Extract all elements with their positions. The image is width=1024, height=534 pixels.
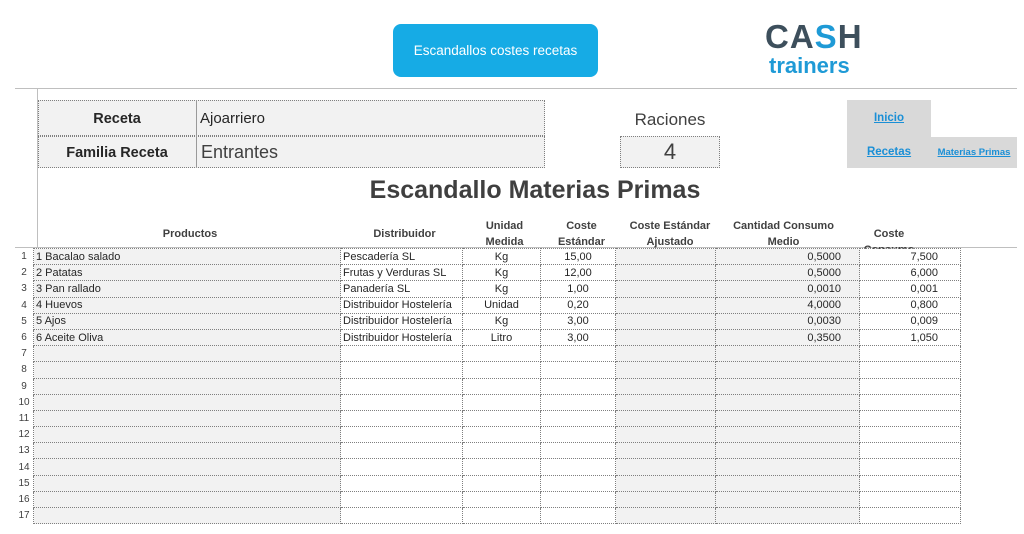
- col-consumo: Coste: [873, 228, 905, 240]
- cell-consumo[interactable]: [860, 378, 961, 394]
- cell-coste[interactable]: 15,00: [541, 249, 616, 265]
- cell-coste[interactable]: [541, 362, 616, 378]
- row-number: 16: [18, 493, 30, 505]
- cell-coste[interactable]: [541, 378, 616, 394]
- cell-ajustado[interactable]: [616, 265, 716, 281]
- cell-unidad[interactable]: [463, 491, 541, 507]
- cash-trainers-logo: [765, 18, 863, 56]
- cell-cantidad[interactable]: [716, 443, 860, 459]
- cell-distribuidor[interactable]: Pescadería SL: [341, 249, 463, 265]
- cell-producto[interactable]: 5 Ajos: [34, 313, 341, 329]
- table-row: [15, 249, 961, 265]
- table-row: [15, 378, 961, 394]
- cell-coste[interactable]: [541, 475, 616, 491]
- cell-ajustado[interactable]: [616, 378, 716, 394]
- table-row: [15, 346, 961, 362]
- cell-producto[interactable]: [34, 427, 341, 443]
- cell-coste[interactable]: [541, 427, 616, 443]
- cell-distribuidor[interactable]: [341, 508, 463, 524]
- cell-producto[interactable]: [34, 459, 341, 475]
- logo-trainers: trainers: [769, 53, 850, 78]
- cell-cantidad[interactable]: [716, 508, 860, 524]
- col-cantidad-1: Cantidad Consumo: [733, 220, 834, 232]
- cell-coste[interactable]: [541, 459, 616, 475]
- cell-unidad[interactable]: Kg: [463, 313, 541, 329]
- cell-coste[interactable]: 0,20: [541, 297, 616, 313]
- cell-cantidad[interactable]: [716, 410, 860, 426]
- cell-distribuidor[interactable]: [341, 346, 463, 362]
- cell-ajustado[interactable]: [616, 475, 716, 491]
- cell-cantidad[interactable]: [716, 346, 860, 362]
- cell-ajustado[interactable]: [616, 313, 716, 329]
- cell-distribuidor[interactable]: [341, 394, 463, 410]
- row-number: 7: [21, 348, 27, 360]
- table-row: [15, 508, 961, 524]
- cell-producto[interactable]: [34, 346, 341, 362]
- col-coste: [544, 218, 619, 250]
- cell-producto[interactable]: 2 Patatas: [34, 265, 341, 281]
- receta-label: Receta: [93, 111, 141, 127]
- receta-value[interactable]: Ajoarriero: [200, 110, 266, 127]
- cell-unidad[interactable]: [463, 362, 541, 378]
- table-row: [15, 313, 961, 329]
- cell-unidad[interactable]: Kg: [463, 265, 541, 281]
- raciones-label: Raciones: [634, 110, 706, 129]
- cell-distribuidor[interactable]: Frutas y Verduras SL: [341, 265, 463, 281]
- cell-coste[interactable]: [541, 491, 616, 507]
- table-row: [15, 475, 961, 491]
- col-unidad-1: Unidad: [485, 220, 524, 232]
- cell-consumo[interactable]: [860, 508, 961, 524]
- cell-distribuidor[interactable]: [341, 427, 463, 443]
- table-row: [15, 459, 961, 475]
- cell-consumo[interactable]: [860, 491, 961, 507]
- cell-ajustado[interactable]: [616, 410, 716, 426]
- cell-producto[interactable]: [34, 362, 341, 378]
- cell-producto[interactable]: [34, 378, 341, 394]
- col-ajustado-1: Coste Estándar: [629, 220, 711, 232]
- cell-consumo[interactable]: [860, 459, 961, 475]
- row-number: 2: [21, 267, 27, 279]
- cell-distribuidor[interactable]: Distribuidor Hostelería: [341, 313, 463, 329]
- cell-unidad[interactable]: [463, 508, 541, 524]
- row-number: 3: [21, 283, 27, 295]
- cell-distribuidor[interactable]: Distribuidor Hostelería: [341, 297, 463, 313]
- row-number: 1: [21, 251, 27, 263]
- cell-unidad[interactable]: [463, 475, 541, 491]
- cell-cantidad[interactable]: 0,5000: [716, 265, 860, 281]
- cell-cantidad[interactable]: 4,0000: [716, 297, 860, 313]
- cell-unidad[interactable]: Litro: [463, 329, 541, 345]
- cell-ajustado[interactable]: [616, 508, 716, 524]
- header-divider: [15, 88, 1017, 89]
- cell-unidad[interactable]: Kg: [463, 249, 541, 265]
- cell-unidad[interactable]: Unidad: [463, 297, 541, 313]
- cell-consumo[interactable]: 1,050: [860, 329, 961, 345]
- cell-consumo[interactable]: [860, 443, 961, 459]
- table-row: [15, 410, 961, 426]
- row-number: 14: [18, 461, 30, 473]
- col-cantidad: [721, 218, 846, 250]
- cell-cantidad[interactable]: 0,0010: [716, 281, 860, 297]
- cell-ajustado[interactable]: [616, 346, 716, 362]
- row-number: 5: [21, 315, 27, 327]
- row-number: 10: [18, 396, 30, 408]
- cell-distribuidor[interactable]: [341, 410, 463, 426]
- inicio-link[interactable]: Inicio: [873, 112, 905, 124]
- info-divider: [196, 100, 197, 168]
- cell-coste[interactable]: 3,00: [541, 313, 616, 329]
- table-row: [15, 443, 961, 459]
- cell-ajustado[interactable]: [616, 329, 716, 345]
- cell-coste[interactable]: 3,00: [541, 329, 616, 345]
- cell-distribuidor[interactable]: [341, 459, 463, 475]
- table-row: [15, 394, 961, 410]
- cell-distribuidor[interactable]: [341, 443, 463, 459]
- col-unidad-2: Medida: [485, 236, 524, 248]
- cell-coste[interactable]: [541, 443, 616, 459]
- cell-producto[interactable]: [34, 491, 341, 507]
- cell-consumo[interactable]: 0,009: [860, 313, 961, 329]
- col-distribuidor: Distribuidor: [373, 228, 436, 240]
- cell-producto[interactable]: [34, 394, 341, 410]
- col-coste-1: Coste: [566, 220, 597, 232]
- cell-coste[interactable]: [541, 394, 616, 410]
- logo-ca: CA: [765, 18, 815, 55]
- cell-consumo[interactable]: [860, 394, 961, 410]
- logo-h: H: [837, 18, 863, 55]
- cell-unidad[interactable]: [463, 410, 541, 426]
- row-number: 8: [21, 364, 27, 376]
- row-number: 4: [21, 299, 27, 311]
- table-row: [15, 427, 961, 443]
- cell-distribuidor[interactable]: Panadería SL: [341, 281, 463, 297]
- raciones-value[interactable]: 4: [620, 136, 720, 168]
- cell-distribuidor[interactable]: [341, 362, 463, 378]
- cell-unidad[interactable]: [463, 443, 541, 459]
- cell-consumo[interactable]: [860, 410, 961, 426]
- cell-cantidad[interactable]: [716, 362, 860, 378]
- cell-cantidad[interactable]: 0,0030: [716, 313, 860, 329]
- cell-ajustado[interactable]: [616, 281, 716, 297]
- table-row: [15, 329, 961, 345]
- cell-distribuidor[interactable]: [341, 378, 463, 394]
- cell-producto[interactable]: [34, 508, 341, 524]
- table-row: [15, 281, 961, 297]
- row-number: 17: [18, 510, 30, 522]
- materias-primas-link[interactable]: Materias Primas: [937, 147, 1011, 158]
- cell-distribuidor[interactable]: [341, 491, 463, 507]
- cell-cantidad[interactable]: [716, 459, 860, 475]
- cell-consumo[interactable]: [860, 475, 961, 491]
- cell-unidad[interactable]: [463, 427, 541, 443]
- cell-producto[interactable]: 3 Pan rallado: [34, 281, 341, 297]
- cell-coste[interactable]: [541, 410, 616, 426]
- col-ajustado-2: Ajustado: [646, 236, 694, 248]
- cell-consumo[interactable]: 0,800: [860, 297, 961, 313]
- col-cantidad-2: Medio: [767, 236, 800, 248]
- cell-cantidad[interactable]: [716, 427, 860, 443]
- cell-unidad[interactable]: Kg: [463, 281, 541, 297]
- cell-cantidad[interactable]: 0,5000: [716, 249, 860, 265]
- col-productos: Productos: [162, 228, 218, 240]
- row-number: 13: [18, 445, 30, 457]
- familia-label: Familia Receta: [66, 145, 168, 161]
- cell-producto[interactable]: [34, 443, 341, 459]
- cell-unidad[interactable]: [463, 346, 541, 362]
- cell-consumo[interactable]: 6,000: [860, 265, 961, 281]
- cell-ajustado[interactable]: [616, 427, 716, 443]
- table-row: [15, 491, 961, 507]
- logo-s: S: [814, 18, 838, 55]
- col-coste-2: Estándar: [557, 236, 606, 248]
- cell-coste[interactable]: [541, 346, 616, 362]
- recetas-link[interactable]: Recetas: [866, 146, 912, 158]
- row-number: 6: [21, 332, 27, 344]
- cell-cantidad[interactable]: [716, 378, 860, 394]
- cell-consumo[interactable]: [860, 362, 961, 378]
- cell-consumo[interactable]: 0,001: [860, 281, 961, 297]
- cell-ajustado[interactable]: [616, 249, 716, 265]
- cell-cantidad[interactable]: [716, 475, 860, 491]
- escandallos-title-button[interactable]: Escandallos costes recetas: [393, 24, 598, 77]
- cell-ajustado[interactable]: [616, 297, 716, 313]
- cell-distribuidor[interactable]: Distribuidor Hostelería: [341, 329, 463, 345]
- cell-distribuidor[interactable]: [341, 475, 463, 491]
- cell-producto[interactable]: 4 Huevos: [34, 297, 341, 313]
- cell-unidad[interactable]: [463, 378, 541, 394]
- cell-unidad[interactable]: [463, 394, 541, 410]
- cell-coste[interactable]: [541, 508, 616, 524]
- cell-ajustado[interactable]: [616, 394, 716, 410]
- col-unidad: [466, 218, 543, 250]
- table-row: [15, 297, 961, 313]
- row-number: 11: [18, 412, 30, 424]
- table-row: [15, 362, 961, 378]
- cell-ajustado[interactable]: [616, 362, 716, 378]
- cell-producto[interactable]: 1 Bacalao salado: [34, 249, 341, 265]
- cell-cantidad[interactable]: 0,3500: [716, 329, 860, 345]
- cell-consumo[interactable]: 7,500: [860, 249, 961, 265]
- row-number: 12: [18, 429, 30, 441]
- cell-ajustado[interactable]: [616, 459, 716, 475]
- cell-ajustado[interactable]: [616, 491, 716, 507]
- materias-primas-table: [15, 248, 961, 524]
- cell-unidad[interactable]: [463, 459, 541, 475]
- cell-producto[interactable]: [34, 475, 341, 491]
- cell-consumo[interactable]: [860, 427, 961, 443]
- cell-coste[interactable]: 1,00: [541, 281, 616, 297]
- col-ajustado: [620, 218, 720, 250]
- cell-producto[interactable]: 6 Aceite Oliva: [34, 329, 341, 345]
- section-title: Escandallo Materias Primas: [369, 176, 701, 204]
- cell-consumo[interactable]: [860, 346, 961, 362]
- familia-value[interactable]: Entrantes: [201, 142, 279, 162]
- row-number: 15: [18, 477, 30, 489]
- cell-ajustado[interactable]: [616, 443, 716, 459]
- cell-cantidad[interactable]: [716, 394, 860, 410]
- row-number: 9: [21, 380, 27, 392]
- cell-producto[interactable]: [34, 410, 341, 426]
- cell-cantidad[interactable]: [716, 491, 860, 507]
- table-row: [15, 265, 961, 281]
- cell-coste[interactable]: 12,00: [541, 265, 616, 281]
